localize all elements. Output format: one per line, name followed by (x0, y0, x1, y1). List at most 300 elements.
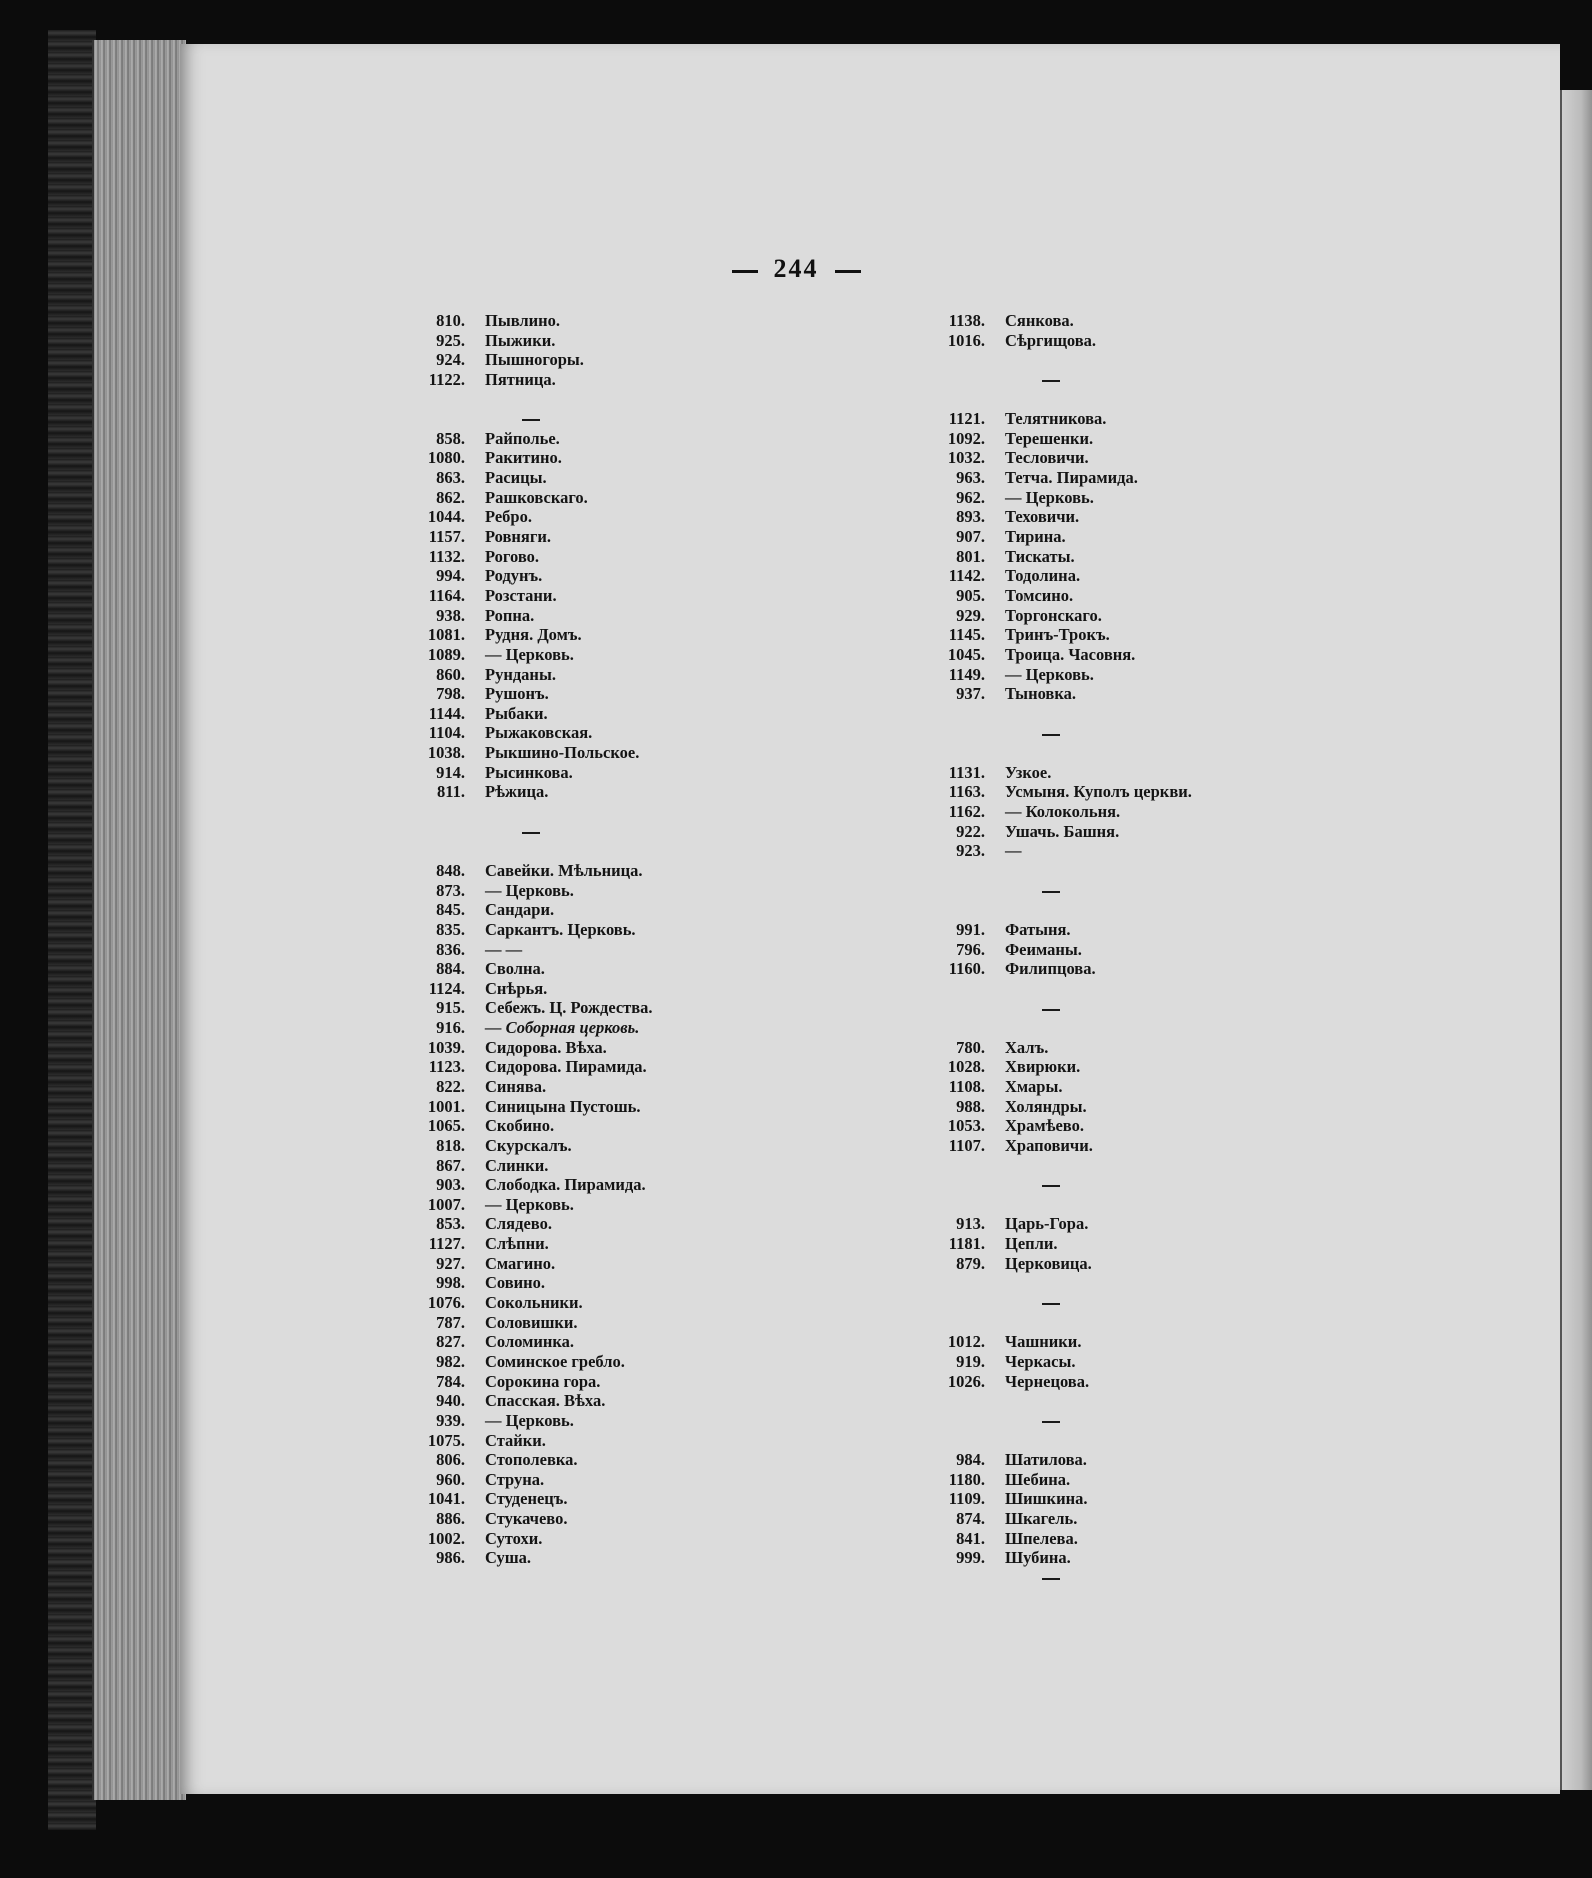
entry-number: 862. (436, 487, 465, 507)
entry-number: 1045. (947, 644, 985, 664)
index-entry (395, 940, 653, 960)
entry-number: 1124. (428, 978, 465, 998)
index-entry (395, 704, 653, 724)
index-entry (395, 625, 653, 645)
entry-name: Совино. (485, 1273, 546, 1293)
index-entry (395, 645, 653, 665)
index-entry (395, 488, 653, 508)
entry-number: 860. (436, 664, 465, 684)
entry-name: — Церковь. (485, 1410, 574, 1430)
entry-name: Узкое. (1005, 762, 1052, 782)
index-entry (915, 1038, 1192, 1058)
entry-name: Рогово. (485, 546, 540, 566)
entry-number: 1122. (428, 369, 465, 389)
section-separator (915, 1411, 1192, 1431)
index-entry (395, 1431, 653, 1451)
index-entry (395, 468, 653, 488)
entry-number: 916. (436, 1018, 465, 1038)
index-entry (395, 1332, 653, 1352)
entry-name: Феиманы. (1005, 939, 1082, 959)
entry-name: Царь-Гора. (1005, 1214, 1089, 1234)
entry-number: 914. (436, 762, 465, 782)
entry-number: 1002. (427, 1528, 465, 1548)
index-entry (395, 861, 653, 881)
entry-name: Ровняги. (485, 527, 551, 547)
entry-number: 927. (436, 1253, 465, 1273)
entry-name: Саркантъ. Церковь. (485, 919, 636, 939)
entry-name: Фатыня. (1005, 919, 1071, 939)
index-entry (915, 900, 1192, 920)
entry-name: Храповичи. (1005, 1135, 1093, 1155)
page-stack-edge (92, 40, 186, 1800)
entry-name: Ропна. (485, 605, 535, 625)
entry-name: Шубина. (1005, 1548, 1071, 1568)
entry-name: Родунъ. (485, 566, 543, 586)
entry-name: Тыновка. (1005, 684, 1076, 704)
section-dash (1042, 1009, 1060, 1011)
index-entry (915, 1057, 1192, 1077)
index-entry (395, 1057, 653, 1077)
entry-name: Сидорова. Пирамида. (485, 1057, 647, 1077)
entry-number: 915. (436, 998, 465, 1018)
index-entry (395, 1470, 653, 1490)
entry-number: 1162. (948, 802, 985, 822)
index-entry (915, 1372, 1192, 1392)
entry-name: Розстани. (485, 585, 557, 605)
index-entry (395, 802, 653, 822)
index-entry (395, 1293, 653, 1313)
entry-name: Рашковскаго. (485, 487, 588, 507)
entry-name: Усмыня. Куполъ церкви. (1005, 782, 1192, 802)
index-entry (915, 625, 1192, 645)
entry-number: 1032. (947, 448, 985, 468)
entry-name: Рунданы. (485, 664, 556, 684)
entry-name: Снѣрья. (485, 978, 548, 998)
index-entry (395, 390, 653, 410)
index-entry (915, 1332, 1192, 1352)
index-entry (915, 763, 1192, 783)
entry-name: Рѣжица. (485, 782, 549, 802)
entry-name: Струна. (485, 1469, 545, 1489)
entry-number: 905. (956, 585, 985, 605)
entry-number: 1041. (427, 1489, 465, 1509)
entry-name: Синява. (485, 1076, 547, 1096)
entry-number: 919. (956, 1351, 985, 1371)
entry-name: Соломинка. (485, 1332, 575, 1352)
index-entry (915, 448, 1192, 468)
entry-name: Рудня. Домъ. (485, 625, 582, 645)
entry-name: Халъ. (1005, 1037, 1049, 1057)
index-entry (395, 429, 653, 449)
entry-name: Пывлино. (485, 311, 561, 330)
entry-name: — — (485, 939, 523, 959)
entry-name: Тискаты. (1005, 546, 1075, 566)
section-separator (915, 998, 1192, 1018)
entry-number: 1053. (947, 1116, 985, 1136)
entry-number: 1039. (427, 1037, 465, 1057)
index-entry (915, 1470, 1192, 1490)
index-entry (395, 1411, 653, 1431)
entry-number: 1038. (427, 743, 465, 763)
index-entry (395, 331, 653, 351)
index-entry (915, 488, 1192, 508)
index-entry (395, 1450, 653, 1470)
entry-name: Терешенки. (1005, 428, 1094, 448)
index-entry (395, 723, 653, 743)
index-entry (915, 527, 1192, 547)
entry-number: 801. (956, 546, 985, 566)
entry-number: 836. (436, 939, 465, 959)
entry-name: Скурскалъ. (485, 1135, 572, 1155)
section-dash (1042, 1578, 1060, 1580)
entry-number: 984. (956, 1450, 985, 1470)
entry-name: Хмары. (1005, 1076, 1063, 1096)
entry-number: 818. (436, 1135, 465, 1155)
index-entry (395, 1175, 653, 1195)
entry-number: 1012. (947, 1332, 985, 1352)
index-entry (915, 1018, 1192, 1038)
entry-number: 1181. (948, 1234, 985, 1254)
entry-name: Расицы. (485, 468, 547, 488)
entry-number: 848. (436, 860, 465, 880)
index-entry (915, 1450, 1192, 1470)
entry-number: 1007. (427, 1194, 465, 1214)
index-entry (915, 429, 1192, 449)
index-entry (395, 920, 653, 940)
entry-name: Рыбаки. (485, 703, 548, 723)
header-dash-right (835, 270, 861, 273)
entry-name: Скобино. (485, 1116, 555, 1136)
entry-number: 841. (956, 1528, 985, 1548)
entry-name: Сѣргищова. (1005, 330, 1097, 350)
index-entry (395, 900, 653, 920)
index-entry (395, 979, 653, 999)
index-entry (915, 802, 1192, 822)
index-entry (915, 1254, 1192, 1274)
entry-number: 913. (956, 1214, 985, 1234)
entry-number: 893. (956, 507, 985, 527)
index-entry (915, 1529, 1192, 1549)
index-entry (395, 1509, 653, 1529)
entry-number: 845. (436, 900, 465, 920)
index-entry (915, 1313, 1192, 1333)
entry-number: 1127. (428, 1234, 465, 1254)
entry-name: Тетча. Пирамида. (1005, 468, 1138, 488)
entry-number: 1016. (947, 330, 985, 350)
entry-name: Филипцова. (1005, 959, 1096, 979)
entry-name: Ребро. (485, 507, 532, 527)
entry-number: 835. (436, 919, 465, 939)
entry-name: Сволна. (485, 959, 545, 979)
section-dash (1042, 380, 1060, 382)
entry-number: 798. (436, 684, 465, 704)
section-dash (522, 832, 540, 834)
entry-name: Синицына Пустошь. (485, 1096, 641, 1116)
entry-number: 827. (436, 1332, 465, 1352)
entry-number: 939. (436, 1410, 465, 1430)
index-entry (915, 1352, 1192, 1372)
entry-name: Пышногоры. (485, 350, 584, 370)
entry-number: 922. (956, 821, 985, 841)
entry-name: Шишкина. (1005, 1489, 1088, 1509)
index-entry (915, 1548, 1192, 1568)
entry-name: — Соборная церковь. (485, 1018, 640, 1038)
index-entry (915, 331, 1192, 351)
entry-number: 938. (436, 605, 465, 625)
index-entry (915, 822, 1192, 842)
entry-name: Сандари. (485, 900, 555, 920)
entry-number: 787. (436, 1312, 465, 1332)
index-entry (915, 1391, 1192, 1411)
index-entry (915, 841, 1192, 861)
entry-name: Троица. Часовня. (1005, 644, 1136, 664)
entry-name: Шебина. (1005, 1469, 1071, 1489)
book-page (180, 44, 1560, 1794)
entry-number: 923. (956, 841, 985, 861)
index-entry (915, 1214, 1192, 1234)
entry-name: Церковица. (1005, 1253, 1092, 1273)
index-entry (915, 743, 1192, 763)
entry-number: 1123. (428, 1057, 465, 1077)
entry-name: Теховичи. (1005, 507, 1080, 527)
entry-number: 940. (436, 1391, 465, 1411)
index-entry (915, 920, 1192, 940)
index-entry (915, 645, 1192, 665)
index-entry (395, 841, 653, 861)
index-entry (395, 665, 653, 685)
entry-number: 963. (956, 468, 985, 488)
entry-number: 924. (436, 350, 465, 370)
entry-name: Студенецъ. (485, 1489, 568, 1509)
index-entry (395, 350, 653, 370)
index-entry (915, 959, 1192, 979)
entry-name: Ушачь. Башня. (1005, 821, 1120, 841)
section-dash (1042, 891, 1060, 893)
entry-number: 863. (436, 468, 465, 488)
entry-name: Шпелева. (1005, 1528, 1078, 1548)
index-entry (915, 940, 1192, 960)
entry-name: — Церковь. (1005, 664, 1094, 684)
index-entry (915, 350, 1192, 370)
index-entry (395, 959, 653, 979)
entry-name: Томсино. (1005, 585, 1074, 605)
index-entry (915, 566, 1192, 586)
entry-number: 884. (436, 959, 465, 979)
entry-name: Соминское гребло. (485, 1351, 625, 1371)
entry-number: 1109. (948, 1489, 985, 1509)
entry-number: 1180. (948, 1469, 985, 1489)
entry-name: Храмѣево. (1005, 1116, 1084, 1136)
entry-name: — Церковь. (1005, 487, 1094, 507)
entry-number: 1132. (428, 546, 465, 566)
entry-name: Цепли. (1005, 1234, 1058, 1254)
entry-name: Чашники. (1005, 1332, 1082, 1352)
index-entry (915, 704, 1192, 724)
index-entry (395, 1372, 653, 1392)
index-entry (395, 1077, 653, 1097)
entry-name: Слободка. Пирамида. (485, 1175, 646, 1195)
entry-name: Сидорова. Вѣха. (485, 1037, 607, 1057)
entry-name: Спасская. Вѣха. (485, 1391, 606, 1411)
entry-number: 960. (436, 1469, 465, 1489)
entry-number: 1164. (428, 585, 465, 605)
header-dash-left (732, 270, 758, 273)
entry-name: Стукачево. (485, 1509, 568, 1529)
index-entry (395, 998, 653, 1018)
index-entry (395, 1038, 653, 1058)
index-entry (395, 782, 653, 802)
entry-number: 1108. (948, 1076, 985, 1096)
entry-name: — Церковь. (485, 644, 574, 664)
entry-name: Тирина. (1005, 527, 1066, 547)
entry-number: 1028. (947, 1057, 985, 1077)
entry-number: 1157. (428, 527, 465, 547)
index-entry (915, 311, 1192, 331)
index-entry (395, 1234, 653, 1254)
index-entry (915, 1273, 1192, 1293)
entry-number: 1138. (948, 311, 985, 330)
section-dash (1042, 1303, 1060, 1305)
entry-name: Суша. (485, 1548, 532, 1568)
index-entry (915, 547, 1192, 567)
entry-name: — Колокольня. (1005, 802, 1121, 822)
index-entry (395, 1352, 653, 1372)
index-entry (395, 547, 653, 567)
entry-number: 998. (436, 1273, 465, 1293)
entry-name: Ракитино. (485, 448, 562, 468)
entry-name: Сокольники. (485, 1293, 583, 1313)
entry-number: 994. (436, 566, 465, 586)
index-entry (395, 1254, 653, 1274)
index-entry (915, 468, 1192, 488)
entry-number: 1044. (427, 507, 465, 527)
entry-name: Стополевка. (485, 1450, 578, 1470)
index-entry (915, 782, 1192, 802)
entry-number: 1142. (948, 566, 985, 586)
entry-number: 1081. (427, 625, 465, 645)
index-entry (915, 586, 1192, 606)
entry-number: 1104. (428, 723, 465, 743)
entry-number: 1121. (948, 409, 985, 429)
entry-number: 937. (956, 684, 985, 704)
entry-name: Соловишки. (485, 1312, 578, 1332)
entry-name: Слѣпни. (485, 1234, 549, 1254)
section-separator (915, 1568, 1192, 1588)
entry-name: Торгонскаго. (1005, 605, 1102, 625)
index-column-right (915, 311, 1192, 1588)
index-entry (395, 507, 653, 527)
entry-name: Шатилова. (1005, 1450, 1087, 1470)
entry-number: 1080. (427, 448, 465, 468)
section-separator (915, 881, 1192, 901)
book-cover-edge (48, 30, 96, 1830)
entry-name: Сянкова. (1005, 311, 1074, 330)
index-entry (395, 743, 653, 763)
entry-number: 1026. (947, 1371, 985, 1391)
index-entry (395, 1018, 653, 1038)
index-entry (395, 1391, 653, 1411)
entry-number: 886. (436, 1509, 465, 1529)
index-entry (915, 1077, 1192, 1097)
section-dash (1042, 734, 1060, 736)
entry-name: Шкагель. (1005, 1509, 1078, 1529)
entry-number: 1001. (427, 1096, 465, 1116)
entry-number: 907. (956, 527, 985, 547)
facing-page-edge (1560, 90, 1592, 1790)
index-entry (395, 448, 653, 468)
entry-number: 853. (436, 1214, 465, 1234)
entry-number: 806. (436, 1450, 465, 1470)
entry-name: Тесловичи. (1005, 448, 1089, 468)
index-entry (915, 861, 1192, 881)
entry-number: 1107. (948, 1135, 985, 1155)
entry-name: Сутохи. (485, 1528, 543, 1548)
entry-name: Тодолина. (1005, 566, 1081, 586)
entry-number: 988. (956, 1096, 985, 1116)
index-entry (395, 1214, 653, 1234)
section-dash (1042, 1421, 1060, 1423)
index-entry (395, 763, 653, 783)
entry-name: Смагино. (485, 1253, 556, 1273)
entry-number: 1131. (948, 762, 985, 782)
index-entry (915, 1431, 1192, 1451)
entry-name: Савейки. Мѣльница. (485, 860, 643, 880)
entry-number: 929. (956, 605, 985, 625)
index-entry (395, 1097, 653, 1117)
entry-number: 780. (956, 1037, 985, 1057)
index-entry (395, 606, 653, 626)
entry-name: Телятникова. (1005, 409, 1107, 429)
section-separator (915, 723, 1192, 743)
index-entry (915, 409, 1192, 429)
entry-number: 1075. (427, 1430, 465, 1450)
entry-name: Черкасы. (1005, 1351, 1076, 1371)
section-dash (1042, 1185, 1060, 1187)
index-entry (915, 979, 1192, 999)
entry-name: Стайки. (485, 1430, 546, 1450)
entry-number: 879. (956, 1253, 985, 1273)
entry-number: 867. (436, 1155, 465, 1175)
entry-number: 991. (956, 919, 985, 939)
index-entry (395, 1273, 653, 1293)
entry-number: 1144. (428, 703, 465, 723)
index-entry (915, 1116, 1192, 1136)
entry-number: 811. (437, 782, 465, 802)
entry-number: 1092. (947, 428, 985, 448)
section-separator (395, 409, 653, 429)
entry-number: 822. (436, 1076, 465, 1096)
entry-name: Рыжаковская. (485, 723, 593, 743)
index-entry (915, 1489, 1192, 1509)
entry-name: Себежъ. Ц. Рождества. (485, 998, 653, 1018)
entry-number: 1065. (427, 1116, 465, 1136)
entry-number: 925. (436, 330, 465, 350)
entry-number: 986. (436, 1548, 465, 1568)
index-entry (395, 1529, 653, 1549)
index-entry (915, 1097, 1192, 1117)
section-separator (915, 1293, 1192, 1313)
index-entry (395, 1156, 653, 1176)
index-entry (915, 606, 1192, 626)
index-entry (395, 1195, 653, 1215)
index-entry (395, 586, 653, 606)
index-entry (395, 1136, 653, 1156)
entry-number: 1145. (948, 625, 985, 645)
index-entry (395, 311, 653, 331)
entry-name: Райполье. (485, 428, 560, 448)
index-entry (395, 1489, 653, 1509)
entry-number: 1076. (427, 1293, 465, 1313)
